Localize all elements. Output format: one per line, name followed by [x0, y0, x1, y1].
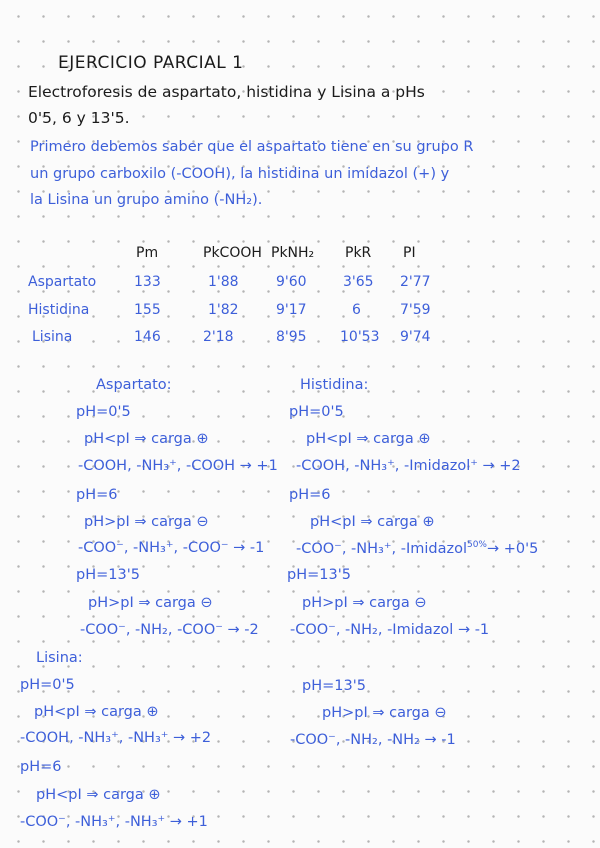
aspartato-ph2-groups: -COO⁻, -NH₃⁺, -COO⁻ → -1 — [78, 540, 265, 556]
cell: 133 — [134, 274, 161, 290]
histidina-ph3: pH=13'5 — [287, 567, 351, 583]
histidina-ph1-groups: -COOH, -NH₃⁺, -Imidazol⁺ → +2 — [296, 458, 521, 474]
intro-line-3: la Lisina un grupo amino (-NH₂). — [30, 192, 263, 208]
cell: 9'17 — [276, 302, 307, 318]
lisina-ph3: pH=13'5 — [302, 678, 366, 694]
lisina-ph1-charge: pH<pI ⇒ carga ⊕ — [34, 704, 159, 720]
intro-line-1: Primero debemos saber que el aspartato tiene en su grupo R — [30, 139, 474, 155]
histidina-ph3-groups: -COO⁻, -NH₂, -Imidazol → -1 — [290, 622, 490, 638]
histidina-ph2-charge: pH<pI ⇒ carga ⊕ — [310, 514, 435, 530]
aspartato-ph1-groups: -COOH, -NH₃⁺, -COOH → +1 — [78, 458, 278, 474]
cell: 7'59 — [400, 302, 431, 318]
header-pk-nh2: PkNH₂ — [271, 245, 315, 261]
aspartato-ph1: pH=0'5 — [76, 404, 131, 420]
histidina-ph2-groups-text: -COO⁻, -NH₃⁺, -Imidazol — [296, 541, 467, 557]
histidina-ph2-note: 50% — [466, 540, 487, 550]
header-pk-r: PkR — [345, 245, 372, 261]
aspartato-ph2: pH=6 — [76, 487, 118, 503]
cell: 9'74 — [400, 329, 431, 345]
histidina-ph3-charge: pH>pI ⇒ carga ⊖ — [302, 595, 427, 611]
lisina-ph1: pH=0'5 — [20, 677, 75, 693]
histidina-heading: Histidina: — [300, 377, 369, 393]
histidina-ph2-groups — [296, 541, 538, 557]
aspartato-ph3: pH=13'5 — [76, 567, 140, 583]
row-label-lisina: Lisina — [32, 329, 73, 345]
cell: 146 — [134, 329, 161, 345]
header-pm: Pm — [136, 245, 159, 261]
aspartato-ph3-charge: pH>pI ⇒ carga ⊖ — [88, 595, 213, 611]
lisina-ph1-groups: -COOH, -NH₃⁺, -NH₃⁺ → +2 — [20, 730, 212, 746]
aspartato-ph2-charge: pH>pI ⇒ carga ⊖ — [84, 514, 209, 530]
aspartato-heading: Aspartato: — [96, 377, 172, 393]
cell: 9'60 — [276, 274, 307, 290]
lisina-ph3-charge: pH>pI ⇒ carga ⊖ — [322, 705, 447, 721]
histidina-ph1: pH=0'5 — [289, 404, 344, 420]
header-pk-cooh: PkCOOH — [203, 245, 262, 261]
lisina-ph3-groups: -COO⁻, -NH₂, -NH₂ → -1 — [290, 732, 456, 748]
question-line-1: Electroforesis de aspartato, histidina y Lisina a pHs — [28, 83, 425, 101]
lisina-heading: Lisina: — [36, 650, 83, 666]
histidina-ph1-charge: pH<pI ⇒ carga ⊕ — [306, 431, 431, 447]
aspartato-ph1-charge: pH<pI ⇒ carga ⊕ — [84, 431, 209, 447]
cell: 2'77 — [400, 274, 431, 290]
cell: 6 — [352, 302, 361, 318]
cell: 1'88 — [208, 274, 239, 290]
cell: 2'18 — [203, 329, 234, 345]
header-pi: PI — [403, 245, 416, 261]
cell: 8'95 — [276, 329, 307, 345]
row-label-histidina: Histidina — [28, 302, 90, 318]
row-label-aspartato: Aspartato — [28, 274, 97, 290]
question-line-2: 0'5, 6 y 13'5. — [28, 109, 130, 127]
cell: 10'53 — [340, 329, 380, 345]
aspartato-ph3-groups: -COO⁻, -NH₂, -COO⁻ → -2 — [80, 622, 259, 638]
lisina-ph2: pH=6 — [20, 759, 62, 775]
intro-line-2: un grupo carboxilo (-COOH), la histidina un imidazol (+) y — [30, 166, 450, 182]
lisina-ph2-charge: pH<pI ⇒ carga ⊕ — [36, 787, 161, 803]
lisina-ph2-groups: -COO⁻, -NH₃⁺, -NH₃⁺ → +1 — [20, 814, 208, 830]
histidina-ph2: pH=6 — [289, 487, 331, 503]
cell: 155 — [134, 302, 161, 318]
page-title: EJERCICIO PARCIAL 1 — [58, 53, 244, 73]
cell: 3'65 — [343, 274, 374, 290]
histidina-ph2-result: → +0'5 — [487, 541, 539, 557]
cell: 1'82 — [208, 302, 239, 318]
